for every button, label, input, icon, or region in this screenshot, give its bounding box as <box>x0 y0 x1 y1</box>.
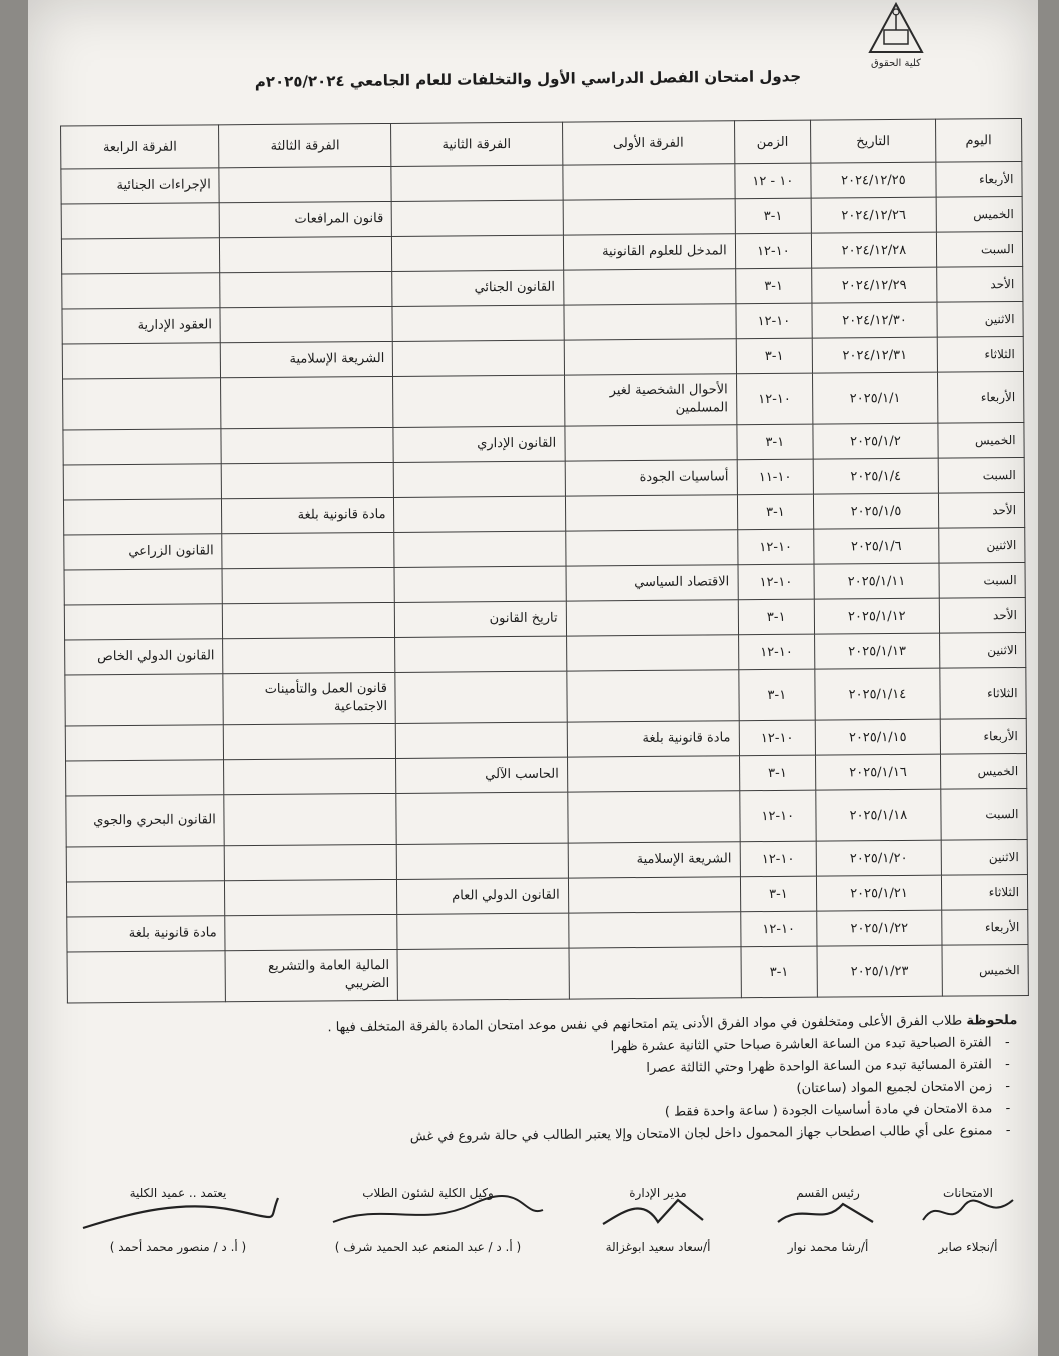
cell-day: السبت <box>938 457 1024 493</box>
cell-time: ١-٣ <box>739 755 816 791</box>
table-header-row <box>61 119 1022 170</box>
cell-year-3: قانون العمل والتأمينات الاجتماعية <box>223 672 396 724</box>
signature-name: أ/نجلاء صابر <box>938 1240 998 1254</box>
cell-year-3 <box>224 793 397 845</box>
header-year-4: الفرقة الرابعة <box>61 125 220 169</box>
document-sheet <box>28 0 1038 1356</box>
cell-time: ١٠-١٢ <box>739 790 816 842</box>
signature-title: يعتمد .. عميد الكلية <box>129 1186 227 1200</box>
signature-title: وكيل الكلية لشئون الطلاب <box>362 1186 494 1200</box>
cell-year-1: الشريعة الإسلامية <box>568 842 740 878</box>
header-time: الزمن <box>734 120 811 164</box>
cell-day: الخميس <box>938 422 1024 458</box>
cell-time: ١٠ - ١٢ <box>734 163 811 199</box>
cell-time: ١٠-١٢ <box>738 564 815 600</box>
cell-year-4 <box>64 569 223 605</box>
cell-year-1 <box>565 495 737 531</box>
cell-year-4 <box>65 674 224 726</box>
cell-year-2 <box>394 461 565 497</box>
cell-day: الأحد <box>938 492 1024 528</box>
note-lead-text: طلاب الفرق الأعلى ومتخلفون في مواد الفرق الأدنى يتم امتحانهم في نفس موعد امتحان المادة بالفرقة المتخلف فيها . <box>327 1013 963 1036</box>
cell-day: السبت <box>939 562 1025 598</box>
cell-day: الأربعاء <box>940 718 1026 754</box>
cell-year-1 <box>568 877 740 913</box>
signature-title: الامتحانات <box>943 1186 993 1200</box>
cell-year-1 <box>564 304 736 340</box>
cell-year-4: القانون الدولي الخاص <box>65 639 224 675</box>
cell-year-1 <box>567 670 739 722</box>
table-row <box>63 371 1024 430</box>
table-row <box>66 788 1027 847</box>
cell-year-3 <box>225 914 397 950</box>
cell-year-3 <box>221 427 393 463</box>
cell-year-4 <box>61 238 220 274</box>
seal-emblem-icon <box>862 2 930 58</box>
signatures-row <box>68 1178 1023 1268</box>
university-seal <box>862 2 930 74</box>
header-day: اليوم <box>935 119 1022 163</box>
signature-name: أ/رشا محمد نوار <box>787 1240 869 1254</box>
cell-year-3 <box>223 602 395 638</box>
cell-year-2 <box>395 636 566 672</box>
cell-day: الأحد <box>939 597 1025 633</box>
cell-day: الاثنين <box>937 301 1023 337</box>
handwritten-signature <box>583 1192 733 1232</box>
cell-year-4 <box>66 846 225 882</box>
cell-time: ١٠-١٢ <box>736 373 813 425</box>
cell-year-2: القانون الإداري <box>393 426 564 462</box>
signature-dean <box>73 1178 283 1268</box>
table-row <box>67 944 1028 1003</box>
cell-date: ٢٠٢٤/١٢/٢٦ <box>811 197 936 233</box>
cell-day: الأربعاء <box>936 162 1022 198</box>
handwritten-signature <box>303 1192 553 1232</box>
cell-day: الخميس <box>936 197 1022 233</box>
header-year-1: الفرقة الأولى <box>562 121 734 165</box>
cell-day: الثلاثاء <box>940 667 1027 719</box>
cell-day: الخميس <box>940 753 1026 789</box>
cell-day: الثلاثاء <box>941 874 1027 910</box>
cell-date: ٢٠٢٥/١/١٣ <box>815 633 940 669</box>
cell-year-2 <box>394 496 565 532</box>
note-item: - ممنوع على أي طالب اصطحاب جهاز المحمول داخل لجان الامتحان وإلا يعتبر الطالب في حالة شروع في غش <box>68 1121 1018 1150</box>
cell-date: ٢٠٢٥/١/٢١ <box>816 875 941 911</box>
note-item: - الفترة الصباحية تبدء من الساعة العاشرة صباحا حتي الثانية عشرة ظهرا <box>68 1033 1018 1062</box>
cell-day: الاثنين <box>939 632 1025 668</box>
cell-year-2 <box>394 531 565 567</box>
cell-year-2 <box>392 235 563 271</box>
cell-date: ٢٠٢٤/١٢/٣٠ <box>812 302 937 338</box>
cell-day: الخميس <box>942 944 1029 996</box>
cell-year-2: تاريخ القانون <box>395 601 566 637</box>
cell-year-3 <box>220 306 392 342</box>
note-label: ملحوظة <box>966 1013 1018 1029</box>
signature-exams <box>913 1178 1023 1268</box>
cell-year-2 <box>397 948 569 1000</box>
cell-date: ٢٠٢٤/١٢/٢٨ <box>811 232 936 268</box>
cell-day: الاثنين <box>941 839 1027 875</box>
cell-year-2 <box>393 340 564 376</box>
cell-time: ١-٣ <box>735 198 812 234</box>
header-date: التاريخ <box>811 119 936 163</box>
cell-year-1: مادة قانونية بلغة <box>567 721 739 757</box>
cell-date: ٢٠٢٥/١/٢٠ <box>816 840 941 876</box>
cell-year-3 <box>225 879 397 915</box>
cell-date: ٢٠٢٥/١/١٢ <box>814 598 939 634</box>
cell-time: ١-٣ <box>738 599 815 635</box>
cell-time: ١-٣ <box>736 338 813 374</box>
signature-name: أ/سعاد سعيد ابوغزالة <box>605 1240 711 1254</box>
cell-year-2 <box>392 200 563 236</box>
cell-time: ١٠-١٢ <box>739 720 816 756</box>
cell-year-3 <box>224 723 396 759</box>
cell-year-4 <box>65 725 224 761</box>
table-body <box>61 162 1029 1004</box>
cell-day: الأربعاء <box>942 909 1028 945</box>
cell-year-2 <box>392 305 563 341</box>
cell-time: ١-٣ <box>737 494 814 530</box>
handwritten-signature <box>913 1192 1023 1232</box>
handwritten-signature <box>73 1192 283 1232</box>
cell-year-1 <box>569 947 741 999</box>
cell-year-3 <box>222 532 394 568</box>
cell-year-2 <box>396 792 568 844</box>
signature-admin-director <box>583 1178 733 1268</box>
cell-date: ٢٠٢٥/١/١٤ <box>815 668 940 720</box>
cell-year-1 <box>563 164 735 200</box>
signature-name: ( أ. د / عبد المنعم عبد الحميد شرف ) <box>334 1240 522 1254</box>
cell-year-4 <box>67 951 226 1003</box>
cell-date: ٢٠٢٥/١/٥ <box>813 493 938 529</box>
cell-year-2 <box>395 671 567 723</box>
cell-year-3: مادة قانونية بلغة <box>222 497 394 533</box>
table-row <box>65 667 1026 726</box>
cell-date: ٢٠٢٥/١/٤ <box>813 458 938 494</box>
cell-date: ٢٠٢٤/١٢/٣١ <box>812 337 937 373</box>
cell-date: ٢٠٢٥/١/١٨ <box>816 789 941 841</box>
header-year-3: الفرقة الثالثة <box>219 123 392 167</box>
seal-caption: كلية الحقوق <box>871 58 921 69</box>
cell-year-2 <box>397 843 568 879</box>
cell-year-1 <box>563 269 735 305</box>
cell-date: ٢٠٢٥/١/٢ <box>813 423 938 459</box>
cell-year-4 <box>63 499 222 535</box>
page-title: جدول امتحان الفصل الدراسي الأول والتخلفات للعام الجامعي ٢٠٢٥/٢٠٢٤م <box>254 67 802 91</box>
cell-year-3: المالية العامة والتشريع الضريبي <box>225 949 398 1001</box>
cell-year-4: القانون البحري والجوي <box>66 795 225 847</box>
cell-year-1 <box>564 339 736 375</box>
cell-day: الأحد <box>936 266 1022 302</box>
cell-year-1 <box>566 600 738 636</box>
cell-year-4 <box>63 378 222 430</box>
cell-year-1: الاقتصاد السياسي <box>566 565 738 601</box>
cell-year-3 <box>222 462 394 498</box>
cell-date: ٢٠٢٥/١/٦ <box>814 528 939 564</box>
cell-year-1 <box>565 530 737 566</box>
cell-year-2 <box>396 722 567 758</box>
cell-date: ٢٠٢٤/١٢/٢٩ <box>812 267 937 303</box>
cell-year-4: الإجراءات الجنائية <box>61 168 220 204</box>
cell-year-3 <box>224 758 396 794</box>
cell-year-2 <box>393 375 565 427</box>
cell-year-1 <box>565 425 737 461</box>
cell-year-2 <box>391 165 562 201</box>
cell-year-1: أساسيات الجودة <box>565 460 737 496</box>
cell-year-1: المدخل للعلوم القانونية <box>563 234 735 270</box>
cell-year-3 <box>223 637 395 673</box>
cell-year-1 <box>567 756 739 792</box>
signature-title: رئيس القسم <box>796 1186 860 1200</box>
cell-time: ١-٣ <box>735 268 812 304</box>
cell-year-4 <box>66 881 225 917</box>
cell-date: ٢٠٢٥/١/١١ <box>814 563 939 599</box>
cell-year-2 <box>394 566 565 602</box>
cell-time: ١٠-١٢ <box>740 911 817 947</box>
cell-time: ١٠-١١ <box>737 459 814 495</box>
cell-year-4: العقود الإدارية <box>62 308 221 344</box>
signature-dept-head <box>763 1178 893 1268</box>
cell-date: ٢٠٢٥/١/٢٣ <box>817 945 942 997</box>
cell-year-2: الحاسب الآلي <box>396 757 567 793</box>
cell-year-3 <box>219 166 391 202</box>
signature-name: ( أ. د / منصور محمد أحمد ) <box>109 1240 247 1254</box>
notes-section <box>67 1011 1018 1153</box>
cell-time: ١-٣ <box>737 424 814 460</box>
cell-year-3 <box>220 271 392 307</box>
signature-title: مدير الإدارة <box>629 1186 687 1200</box>
cell-date: ٢٠٢٥/١/٢٢ <box>817 910 942 946</box>
exam-schedule-table <box>60 118 1029 1004</box>
cell-year-3 <box>220 236 392 272</box>
cell-date: ٢٠٢٥/١/١ <box>813 372 938 424</box>
cell-year-4 <box>62 343 221 379</box>
cell-time: ١-٣ <box>738 669 815 721</box>
cell-year-4 <box>63 464 222 500</box>
cell-time: ١٠-١٢ <box>738 634 815 670</box>
cell-day: السبت <box>941 788 1028 840</box>
cell-time: ١٠-١٢ <box>736 303 813 339</box>
cell-year-2: القانون الجنائي <box>392 270 563 306</box>
note-item: - مدة الامتحان في مادة أساسيات الجودة ( ساعة واحدة فقط ) <box>68 1099 1018 1128</box>
cell-year-4 <box>63 429 222 465</box>
cell-day: الاثنين <box>939 527 1025 563</box>
cell-year-2: القانون الدولي العام <box>397 878 568 914</box>
signature-vice-dean <box>303 1178 553 1268</box>
cell-day: الأربعاء <box>937 371 1024 423</box>
cell-year-3: قانون المرافعات <box>219 201 391 237</box>
cell-year-4 <box>66 760 225 796</box>
cell-year-1 <box>568 912 740 948</box>
cell-year-2 <box>397 913 568 949</box>
cell-date: ٢٠٢٥/١/١٥ <box>815 719 940 755</box>
cell-year-4: مادة قانونية بلغة <box>67 916 226 952</box>
cell-date: ٢٠٢٥/١/١٦ <box>816 754 941 790</box>
cell-year-4 <box>64 604 223 640</box>
cell-time: ١-٣ <box>741 946 818 998</box>
note-item: - الفترة المسائية تبدء من الساعة الواحدة ظهرا وحتي الثالثة عصرا <box>68 1055 1018 1084</box>
cell-year-3 <box>221 376 394 428</box>
cell-year-1 <box>563 199 735 235</box>
cell-date: ٢٠٢٤/١٢/٢٥ <box>811 162 936 198</box>
note-item: - زمن الامتحان لجميع المواد (ساعتان) <box>68 1077 1018 1106</box>
cell-year-3 <box>222 567 394 603</box>
cell-time: ١-٣ <box>740 876 817 912</box>
cell-year-4 <box>62 273 221 309</box>
header-year-2: الفرقة الثانية <box>391 122 563 166</box>
handwritten-signature <box>763 1192 893 1232</box>
cell-day: السبت <box>936 232 1022 268</box>
cell-time: ١٠-١٢ <box>740 841 817 877</box>
cell-time: ١٠-١٢ <box>735 233 812 269</box>
cell-day: الثلاثاء <box>937 336 1023 372</box>
cell-year-4 <box>61 203 220 239</box>
cell-year-1 <box>566 635 738 671</box>
cell-year-3: الشريعة الإسلامية <box>221 341 393 377</box>
cell-time: ١٠-١٢ <box>737 529 814 565</box>
cell-year-1: الأحوال الشخصية لغير المسلمين <box>564 374 736 426</box>
cell-year-4: القانون الزراعي <box>64 534 223 570</box>
cell-year-1 <box>567 791 739 843</box>
cell-year-3 <box>225 844 397 880</box>
